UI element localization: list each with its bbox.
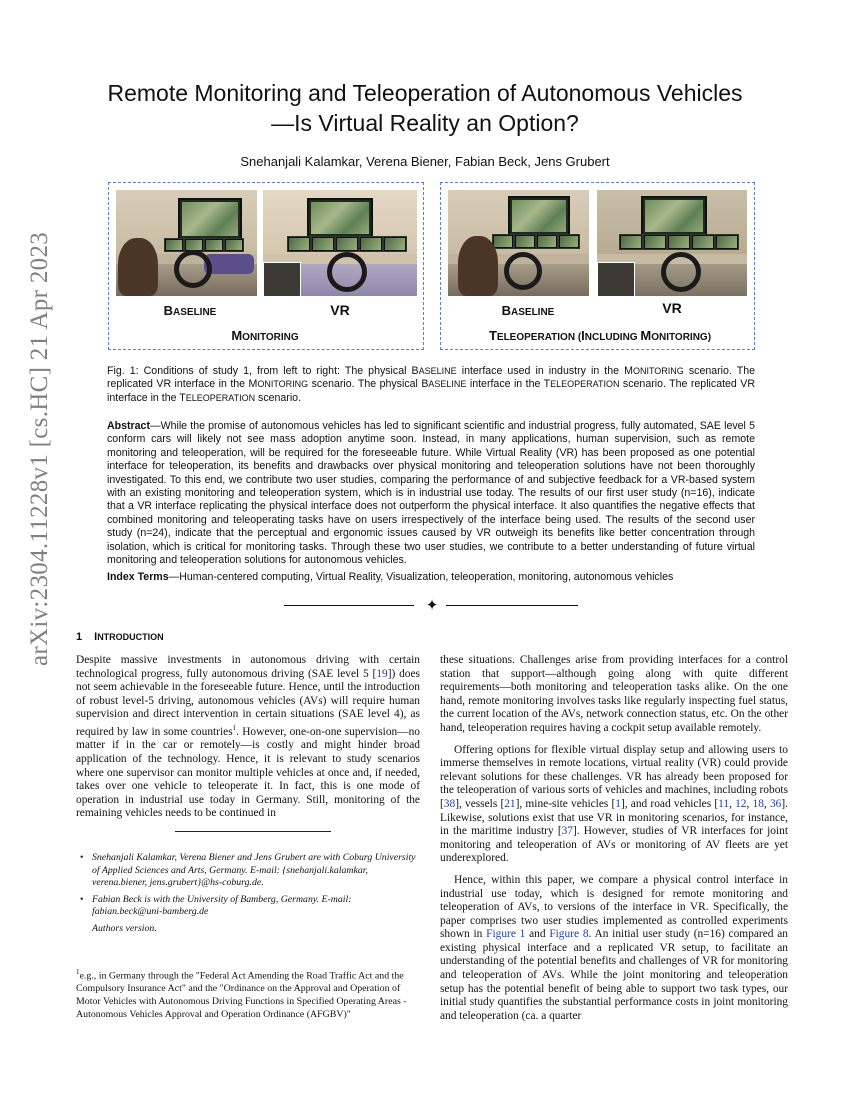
intro-paragraph-3: Hence, within this paper, we compare a physical control interface in industrial use today, which is designed for remote monitoring and teleoperation of AVs, to versions of the interface in VR. Specifically, the paper comprises two user studies implemented as controlled experiments shown in Figure 1 and Figure 8. An initial user study (n=16) compared an existing physical interface and a replicated VR setup, to facilitate an understanding of the potential benefits and challenges of VR for monitoring and teleoperation of AVs. While the joint monitoring and teleoperation setup has the potential benefit of being able to support two task types, our initial study quantifies the substantial performance costs in joint monitoring and teleoperation (ca. a quarter (440, 873, 788, 1022)
divider-line-left (284, 605, 414, 606)
citation-link[interactable]: 38 (443, 797, 456, 810)
arxiv-stamp: arXiv:2304.11228v1 [cs.HC] 21 Apr 2023 (26, 231, 53, 666)
citation-link[interactable]: 19 (376, 667, 388, 680)
figure-caption: Fig. 1: Conditions of study 1, from left to right: The physical BASELINE interface used in industry in the MONITORING scenario. The replicated VR interface in the MONITORING scenario. The physical BASELINE interface in the TELEOPERATION scenario. The replicated VR interface in the TELEOPERATION scenario. (107, 365, 755, 404)
citation-link[interactable]: 21 (504, 797, 516, 810)
title-line-1: Remote Monitoring and Teleoperation of Autonomous Vehicles (107, 80, 743, 106)
intro-paragraph-2: Offering options for flexible virtual display setup and allowing users to immerse themselves in remote locations, virtual reality (VR) could provide relevant solutions for these challenges. VR has already been proposed for the teleoperation of various sorts of vehicles and machines, including robots [38], vessels [21], mine-site vehicles [1], and road vehicles [11, 12, 18, 36]. Likewise, solutions exist that use VR in monitoring scenarios, for instance, in the maritime industry [37]. However, studies of VR interfaces for joint monitoring and teleoperation of AVs or monitoring of AV fleets are yet underexplored. (440, 743, 788, 865)
index-terms-text: —Human-centered computing, Virtual Reality, Visualization, teleoperation, monitoring, autonomous vehicles (168, 571, 674, 583)
label-baseline-teleoperation: BASELINE (501, 303, 555, 318)
label-vr-teleoperation: VR (662, 300, 682, 316)
divider-ornament: ✦ (425, 596, 439, 614)
intro-paragraph-1: Despite massive investments in autonomous driving with certain technological progress, fully autonomous driving (SAE level 5 [19]) does not seem achievable in the foreseeable future. Hence, until the introduction of robust level-5 driving, autonomous vehicles (AVs) will require human supervision and direct intervention in certain situations (SAE level 4), as required by law in some countries$^1$. However, one-on-one supervision—no matter if in the car or remotely—is costly and might hinder broad application of the technology. Hence, it is relevant to study scenarios where one supervisor can monitor multiple vehicles at once and, if needed, takes over one vehicle to teleoperate it. In fact, this is one mode of operation in industrial use today in Germany. Still, monitoring of the remaining vehicles needs to be continued in (76, 654, 420, 820)
figure-ref-link[interactable]: Figure 1 (486, 928, 526, 941)
label-baseline-monitoring: BASELINE (163, 303, 217, 318)
footnote-marker[interactable]: 1 (232, 723, 237, 732)
label-group-monitoring: MONITORING (231, 328, 299, 343)
abstract (107, 420, 755, 567)
authors-version-note: Authors version. (92, 923, 157, 934)
paper-title (60, 78, 790, 138)
title-line-2: —Is Virtual Reality an Option? (271, 110, 579, 136)
divider-line-right (446, 605, 578, 606)
author-list: Snehanjali Kalamkar, Verena Biener, Fabian Beck, Jens Grubert (240, 154, 610, 169)
photo-vr-teleoperation (597, 190, 747, 296)
footnote: $^1$e.g., in Germany through the "Federal Act Amending the Road Traffic Act and the Compulsory Insurance Act" and the "Ordinance on the Approval and Operation of Motor Vehicles with Autonomous Driving Functions in Specified Operating Areas - Autonomous Vehicles Approval and Operation Ordinance (AFGBV)" (76, 968, 407, 1020)
section-heading: 1 INTRODUCTION (76, 631, 164, 643)
citation-link[interactable]: 11 (718, 797, 730, 810)
label-group-teleoperation: TELEOPERATION (INCLUDING MONITORING) (488, 328, 712, 343)
intro-paragraph-continued: these situations. Challenges arise from providing interfaces for a control station that support—although going along with quite different requirements—both monitoring and teleoperation tasks alike. On the one hand, remote monitoring involves tasks like regularly inspecting fuel status, the current location of the AVs, network connection status, etc. On the other hand, teleoperation requires having a cockpit setup available remotely. (440, 654, 788, 734)
citation-link[interactable]: 12 (735, 797, 747, 810)
index-terms-label: Index Terms (107, 571, 169, 583)
photo-baseline-monitoring (116, 190, 257, 296)
label-vr-monitoring: VR (330, 302, 350, 318)
photo-vr-monitoring (263, 190, 417, 296)
citation-link[interactable]: 1 (615, 797, 621, 810)
citation-link[interactable]: 36 (769, 797, 782, 810)
citation-link[interactable]: 18 (752, 797, 764, 810)
affiliation-item: • Fabian Beck is with the University of Bamberg, Germany. E-mail: fabian.beck@uni-bamberg.de (92, 894, 420, 919)
affiliation-item: • Snehanjali Kalamkar, Verena Biener and Jens Grubert are with Coburg University of Applied Sciences and Arts, Germany. E-mail: {snehanjali.kalamkar, verena.biener, jens.grubert}@hs-coburg.de. (92, 852, 420, 890)
right-column-text (440, 654, 788, 1023)
figure-ref-link[interactable]: Figure 8 (549, 928, 589, 941)
photo-baseline-teleoperation (448, 190, 589, 296)
index-terms (107, 571, 755, 584)
affiliations (80, 852, 420, 923)
footnote-rule (175, 831, 331, 832)
left-column-text (76, 654, 420, 821)
abstract-text: —While the promise of autonomous vehicles has led to significant scientific and industrial progress, fully automated, SAE level 5 conform cars will likely not see mass adoption anytime soon. Instead, in many applications, human supervision, such as remote monitoring and teleoperation, will be required for the foreseeable future. While Virtual Reality (VR) has been proposed as one potential interface for teleoperation, its benefits and drawbacks over physical monitoring and teleoperation solutions have not been thoroughly investigated. To this end, we contribute two user studies, comparing the performance of and subjective feedback for a VR-based system with an existing monitoring and teleoperation system, which is in industrial use today. The results of our first user study (n=16), indicate that a VR interface replicating the physical interface does not outperform the physical interface. It also quantifies the negative effects that combined monitoring and teleoperating tasks have on users irrespectively of the interface being used. The results of the second user study (n=24), indicate that the perceptual and ergonomic issues caused by VR outweigh its benefits like better concentration through isolation, which is critical for monitoring tasks. Through these two user studies, we contribute to a better understanding of future virtual monitoring and teleoperation solutions for autonomous vehicles. (107, 420, 755, 567)
citation-link[interactable]: 37 (561, 825, 573, 838)
abstract-label: Abstract (107, 420, 150, 432)
